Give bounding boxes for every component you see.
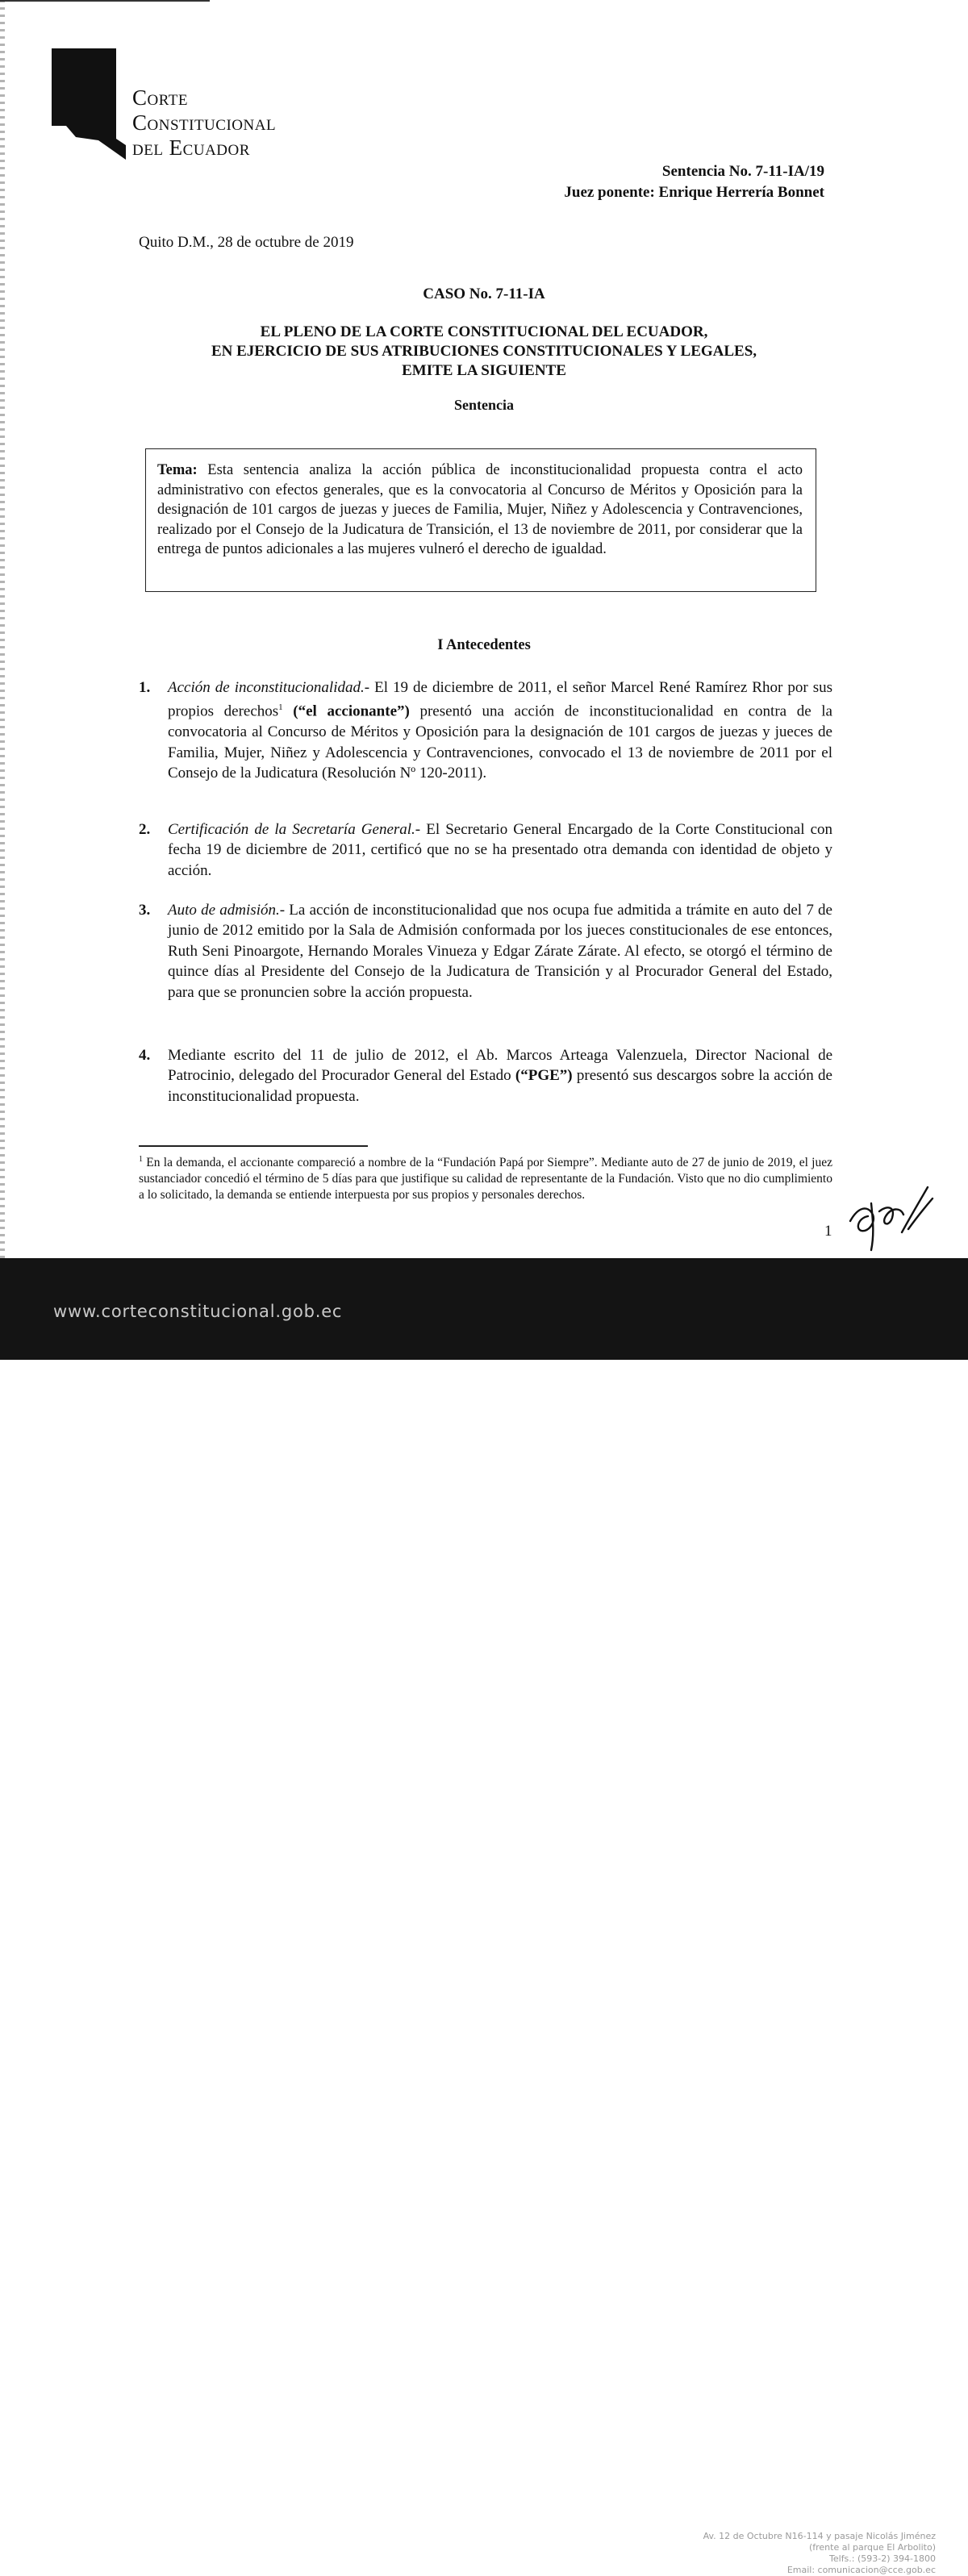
- paragraph-text-b: presentó una acción de inconstitucionalidad en contra de la convocatoria al Concurso de Méritos y Oposición para la designación de 101 cargos de juezas y jueces de Familia, Mujer, Niñez y Adolescencia y Contravenciones, convocado el 13 de noviembre de 2011 por el Consejo de la Judicatura (Resolución Nº 120-2011).: [168, 702, 832, 782]
- court-logo-icon: [52, 42, 126, 163]
- footer-address: [613, 2531, 936, 2576]
- paragraph-text-a: Mediante escrito del 11 de julio de 2012, el Ab. Marcos Arteaga Valenzuela, Director Nacional de Patrocinio, delegado del Procurador General del Estado: [168, 1047, 832, 1085]
- pleno-line1: EL PLENO DE LA CORTE CONSTITUCIONAL DEL ECUADOR,: [260, 323, 708, 340]
- tema-box: [145, 448, 816, 592]
- paragraph-number: 2.: [139, 821, 151, 838]
- footnote-divider: [139, 1145, 368, 1147]
- paragraph-text: [168, 677, 832, 783]
- paragraph-body: La acción de inconstitucionalidad que nos ocupa fue admitida a trámite en auto del 7 de junio de 2012 emitido por la Sala de Admisión conformada por los jueces constitucionales de ese entonces, Ruth Seni Pinoargote, Hernando Morales Vinueza y Edgar Zárate Zárate. Al efecto, se otorgó el término de quince días al Presidente del Consejo de la Judicatura de Transición y al Procurador General del Estado, para que se pronuncien sobre la acción propuesta.: [168, 902, 832, 1001]
- footer-address-line3: Telfs.: (593-2) 394-1800: [829, 2553, 936, 2564]
- paragraph-text: [168, 1045, 832, 1107]
- court-name-line2: Constitucional: [132, 110, 277, 135]
- pleno-line2: EN EJERCICIO DE SUS ATRIBUCIONES CONSTITUCIONALES Y LEGALES,: [211, 343, 757, 360]
- paragraph-text-b: presentó sus descargos sobre la acción de inconstitucionalidad propuesta.: [168, 1067, 832, 1105]
- court-name-line1: Corte: [132, 85, 188, 110]
- handwritten-signature-icon: [844, 1182, 941, 1257]
- pleno-heading: [129, 323, 839, 381]
- paragraph-lead: Certificación de la Secretaría General.-: [168, 821, 421, 838]
- footnote: [139, 1152, 832, 1203]
- tema-label: Tema:: [157, 462, 198, 478]
- paragraph-2: [139, 819, 832, 881]
- court-name: [132, 85, 276, 160]
- paragraph-lead: Acción de inconstitucionalidad.-: [168, 679, 370, 696]
- court-name-line3: del Ecuador: [132, 135, 250, 160]
- paragraph-3: [139, 900, 832, 1002]
- paragraph-defined-term: (“PGE”): [511, 1067, 573, 1085]
- paragraph-text-a: El 19 de diciembre de 2011, el señor Marcel René Ramírez Rhor por sus propios derechos: [168, 679, 832, 720]
- document-header: [564, 161, 824, 203]
- paragraph-defined-term: (“el accionante”): [282, 702, 410, 720]
- paragraph-lead: Auto de admisión.-: [168, 902, 286, 919]
- case-title: CASO No. 7-11-IA: [423, 286, 545, 302]
- paragraph-text: [168, 819, 832, 881]
- section-heading: I Antecedentes: [437, 637, 531, 653]
- paragraph-1: [139, 677, 832, 783]
- pleno-line3: EMITE LA SIGUIENTE: [402, 362, 566, 379]
- paragraph-number: 1.: [139, 679, 151, 696]
- footnote-text: En la demanda, el accionante compareció a nombre de la “Fundación Papá por Siempre”. Mediante auto de 27 de junio de 2019, el juez sustanciador concedió el término de 5 días para que justifique su calidad de representante de la Fundación. Visto que no dio cumplimiento a lo solicitado, la demanda se entiende interpuesta por sus propios y personales derechos.: [139, 1156, 832, 1203]
- footnote-ref[interactable]: 1: [278, 702, 283, 713]
- tema-text: Esta sentencia analiza la acción pública de inconstitucionalidad propuesta contra el acto administrativo con efectos generales, que es la convocatoria al Concurso de Méritos y Oposición para la designación de 101 cargos de juezas y jueces de Familia, Mujer, Niñez y Adolescencia y Contravenciones, realizado por el Consejo de la Judicatura de Transición, el 13 de noviembre de 2011, por considerar que la entrega de puntos adicionales a las mujeres vulneró el derecho de igualdad.: [157, 462, 803, 557]
- footer-address-line2: (frente al parque El Arbolito): [808, 2542, 936, 2553]
- juez-ponente: Juez ponente: Enrique Herrería Bonnet: [564, 184, 824, 201]
- page-number: 1: [824, 1223, 832, 1240]
- footer-website-link[interactable]: www.corteconstitucional.gob.ec: [53, 1302, 343, 1321]
- scan-edge: [0, 0, 5, 1360]
- sentencia-heading: Sentencia: [454, 397, 514, 413]
- paragraph-4: [139, 1045, 832, 1107]
- sentencia-number: Sentencia No. 7-11-IA/19: [661, 163, 824, 180]
- footer-address-line1: Av. 12 de Octubre N16-114 y pasaje Nicolás Jiménez: [703, 2531, 936, 2541]
- footer-address-line4: Email: comunicacion@cce.gob.ec: [786, 2565, 936, 2575]
- paragraph-body: El Secretario General Encargado de la Corte Constitucional con fecha 19 de diciembre de 2011, certificó que no se ha presentado otra demanda con identidad de objeto y acción.: [168, 821, 832, 879]
- footnote-mark: 1: [139, 1155, 143, 1164]
- paragraph-number: 4.: [139, 1047, 151, 1064]
- paragraph-text: [168, 900, 832, 1002]
- paragraph-number: 3.: [139, 902, 151, 919]
- scan-edge-top: [0, 0, 210, 2]
- date-line: Quito D.M., 28 de octubre de 2019: [139, 234, 354, 251]
